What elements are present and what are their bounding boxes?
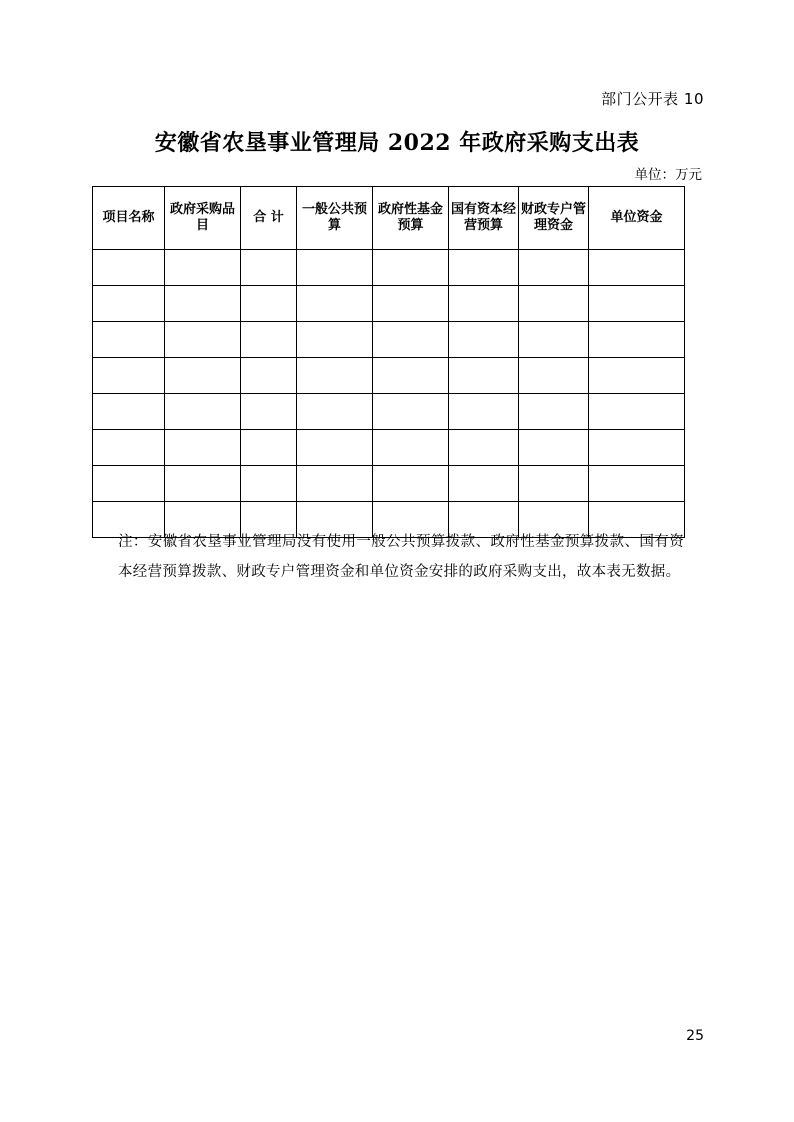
table-cell: [165, 286, 241, 322]
table-cell: [589, 322, 685, 358]
table-cell: [241, 250, 297, 286]
table-cell: [297, 286, 373, 322]
table-cell: [373, 322, 449, 358]
table-cell: [165, 466, 241, 502]
column-header-general-public-budget: 一般公共预算: [297, 187, 373, 250]
table-cell: [297, 394, 373, 430]
table-row: [93, 358, 685, 394]
table-cell: [449, 466, 519, 502]
table-cell: [165, 394, 241, 430]
table-cell: [519, 430, 589, 466]
table-cell: [373, 394, 449, 430]
table-cell: [589, 358, 685, 394]
table-cell: [373, 250, 449, 286]
table-cell: [297, 358, 373, 394]
table-cell: [241, 322, 297, 358]
table-cell: [297, 430, 373, 466]
table-body: [93, 250, 685, 538]
table-cell: [297, 250, 373, 286]
table-cell: [589, 466, 685, 502]
table-cell: [93, 322, 165, 358]
table-cell: [449, 286, 519, 322]
table-cell: [165, 250, 241, 286]
table-cell: [519, 250, 589, 286]
table-row: [93, 466, 685, 502]
table-cell: [373, 358, 449, 394]
table-cell: [449, 322, 519, 358]
column-header-unit-funds: 单位资金: [589, 187, 685, 250]
document-header-label: 部门公开表 10: [601, 90, 704, 108]
column-header-total: 合 计: [241, 187, 297, 250]
table-cell: [241, 466, 297, 502]
table-cell: [519, 358, 589, 394]
table-cell: [93, 286, 165, 322]
page-number: 25: [686, 1028, 704, 1044]
table-row: [93, 322, 685, 358]
table-footnote: 注：安徽省农垦事业管理局没有使用一般公共预算拨款、政府性基金预算拨款、国有资本经营预算拨款、财政专户管理资金和单位资金安排的政府采购支出，故本表无数据。: [118, 534, 684, 580]
table-cell: [165, 430, 241, 466]
table-cell: [241, 286, 297, 322]
table-cell: [241, 430, 297, 466]
table-cell: [93, 358, 165, 394]
table-cell: [589, 250, 685, 286]
table-cell: [297, 466, 373, 502]
table-row: [93, 394, 685, 430]
table-cell: [241, 358, 297, 394]
table-cell: [449, 394, 519, 430]
table-cell: [297, 322, 373, 358]
table-cell: [519, 394, 589, 430]
column-header-project-name: 项目名称: [93, 187, 165, 250]
table-cell: [589, 286, 685, 322]
table-row: [93, 430, 685, 466]
table-cell: [449, 250, 519, 286]
table-header-row: [93, 187, 685, 250]
table-cell: [93, 466, 165, 502]
procurement-table: [92, 186, 685, 538]
column-header-government-fund-budget: 政府性基金预算: [373, 187, 449, 250]
table-cell: [241, 394, 297, 430]
table-cell: [373, 286, 449, 322]
table-row: [93, 286, 685, 322]
column-header-procurement-item: 政府采购品目: [165, 187, 241, 250]
table-row: [93, 250, 685, 286]
column-header-state-capital-operating-budget: 国有资本经营预算: [449, 187, 519, 250]
unit-note: 单位：万元: [634, 167, 702, 183]
table-cell: [519, 466, 589, 502]
table-cell: [519, 286, 589, 322]
table-cell: [373, 466, 449, 502]
table-cell: [93, 394, 165, 430]
table-cell: [165, 358, 241, 394]
table-cell: [589, 430, 685, 466]
table-cell: [449, 430, 519, 466]
table-cell: [165, 322, 241, 358]
table-cell: [589, 394, 685, 430]
page-title: 安徽省农垦事业管理局 2022 年政府采购支出表: [154, 130, 640, 156]
table-cell: [93, 250, 165, 286]
table-cell: [449, 358, 519, 394]
column-header-fiscal-special-account-funds: 财政专户管理资金: [519, 187, 589, 250]
table-cell: [519, 322, 589, 358]
table-cell: [373, 430, 449, 466]
table-cell: [93, 430, 165, 466]
